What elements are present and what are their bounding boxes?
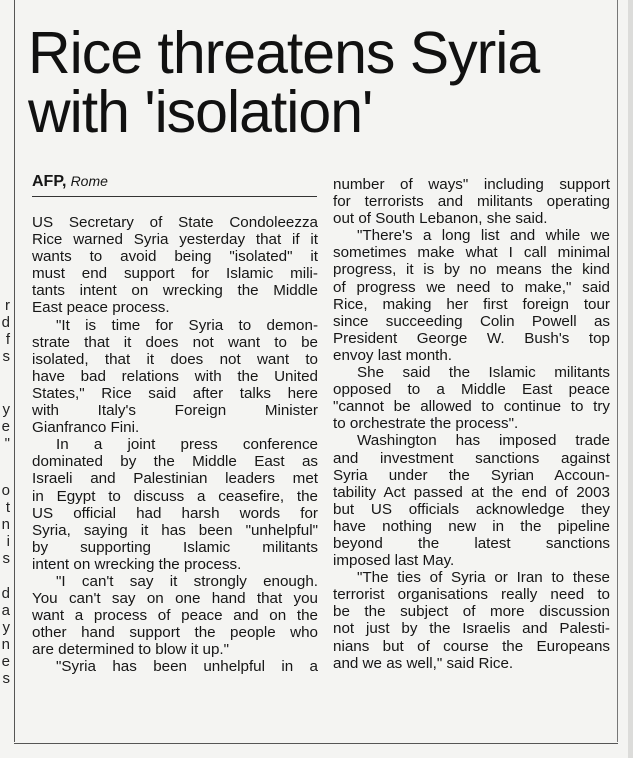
article-line: "There's a long list and while we [357,227,610,245]
adjacent-column-fragment: s [2,348,10,365]
article-line: intent on wrecking the process. [32,555,242,573]
article-line: beyond the latest sanctions [333,534,610,552]
article-line: and investment sanctions against [333,449,610,467]
article-line: "I can't say it strongly enough. [56,572,318,590]
article-line: by supporting Islamic militants [32,538,318,556]
adjacent-column-fragment: d [1,585,10,602]
adjacent-column-fragments [0,0,12,758]
article-column-1 [32,214,318,676]
article-line: but US officials acknowledge they [333,500,610,518]
article-line: President George W. Bush's top [333,329,610,347]
article-line: She said the Islamic militants [357,364,610,382]
article-column-2 [333,176,610,672]
article-line: tants intent on wrecking the Middle [32,282,318,300]
article-line: are determined to blow it up." [32,641,230,659]
adjacent-column-fragment: o [1,482,10,499]
article-line: progress, it is by no means the kind [333,261,610,279]
article-line: to orchestrate the process". [333,415,519,433]
article-line: Rice, making her first foreign tour [333,295,610,313]
article-line: have bad relations with the United [32,367,318,385]
byline-location: Rome [70,173,108,189]
article-line: You can't say on one hand that you [32,590,318,608]
adjacent-column-fragment: i [6,533,10,550]
article-line: "The ties of Syria or Iran to these [357,569,610,587]
article-line: for terrorists and militants operating [333,193,610,211]
article-line: Syria, saying it has been "unhelpful" [32,521,318,539]
adjacent-column-fragment: y [2,401,10,418]
byline-underline [32,196,317,197]
article-line: and we as well," said Rice. [333,654,514,672]
adjacent-column-fragment: y [2,619,10,636]
adjacent-column-fragment: n [1,636,10,653]
article-line: be the subject of more discussion [333,603,610,621]
article-line: US Secretary of State Condoleezza [32,214,318,231]
bottom-rule [14,743,618,744]
article-line: East peace process. [32,299,170,317]
byline [32,172,108,191]
article-line: Israeli and Palestinian leaders met [32,470,318,488]
article-line: number of ways" including support [333,176,610,193]
article-line: Rice warned Syria yesterday that if it [32,231,318,249]
article-line: imposed last May. [333,552,455,570]
article-line: dominated by the Middle East as [32,453,318,471]
headline-line-2: with 'isolation' [28,79,373,145]
article-line: "cannot be allowed to continue to try [333,398,610,416]
article-line: "It is time for Syria to demon- [56,316,318,334]
adjacent-column-fragment: n [1,516,10,533]
article-line: In a joint press conference [56,436,318,454]
article-line: tability Act passed at the end of 2003 [333,483,610,501]
article-line: States," Rice said after talks here [32,384,318,402]
left-column-rule [14,0,15,742]
headline-line-1: Rice threatens Syria [28,20,540,86]
article-line: Gianfranco Fini. [32,419,140,437]
article-line: must end support for Islamic mili- [32,265,318,283]
adjacent-column-fragment: e [1,418,10,435]
article-line: want a process of peace and on the [32,607,318,625]
article-line: opposed to a Middle East peace [333,381,610,399]
byline-source: AFP, [32,173,67,190]
article-line: with Italy's Foreign Minister [32,402,318,420]
adjacent-column-fragment: r [5,297,10,314]
adjacent-column-fragment: e [1,653,10,670]
article-line: in Egypt to discuss a ceasefire, the [32,487,318,505]
adjacent-column-fragment: s [2,550,10,567]
article-line: nians but of course the Europeans [333,637,610,655]
adjacent-column-fragment: t [5,499,10,516]
article-line: of progress we need to make," said [333,278,610,296]
page-edge [628,0,633,758]
article-line: out of South Lebanon, she said. [333,210,548,228]
article-line: other hand support the people who [32,624,318,642]
article-line: terrorist organisations really need to [333,586,610,604]
article-line: since succeeding Colin Powell as [333,312,610,330]
adjacent-column-fragment: a [1,602,10,619]
article-line: not just by the Israelis and Palesti- [333,620,610,638]
article-line: have nothing new in the pipeline [333,517,610,535]
adjacent-column-fragment: f [5,331,10,348]
article-line: "Syria has been unhelpful in a [56,658,318,676]
article-line: Washington has imposed trade [357,432,610,450]
adjacent-column-fragment: s [2,670,10,687]
article-line: sometimes make what I call minimal [333,244,610,262]
article-line: Syria under the Syrian Accoun- [333,466,610,484]
article-line: wants to avoid being "isolated" it [32,248,318,266]
article-line: isolated, that it does not want to [32,350,318,368]
headline [28,20,618,145]
article-line: strate that it does not want to be [32,333,318,351]
article-line: US official had harsh words for [32,504,318,522]
adjacent-column-fragment: d [1,314,10,331]
adjacent-column-fragment: " [4,435,10,452]
article-line: envoy last month. [333,346,453,364]
